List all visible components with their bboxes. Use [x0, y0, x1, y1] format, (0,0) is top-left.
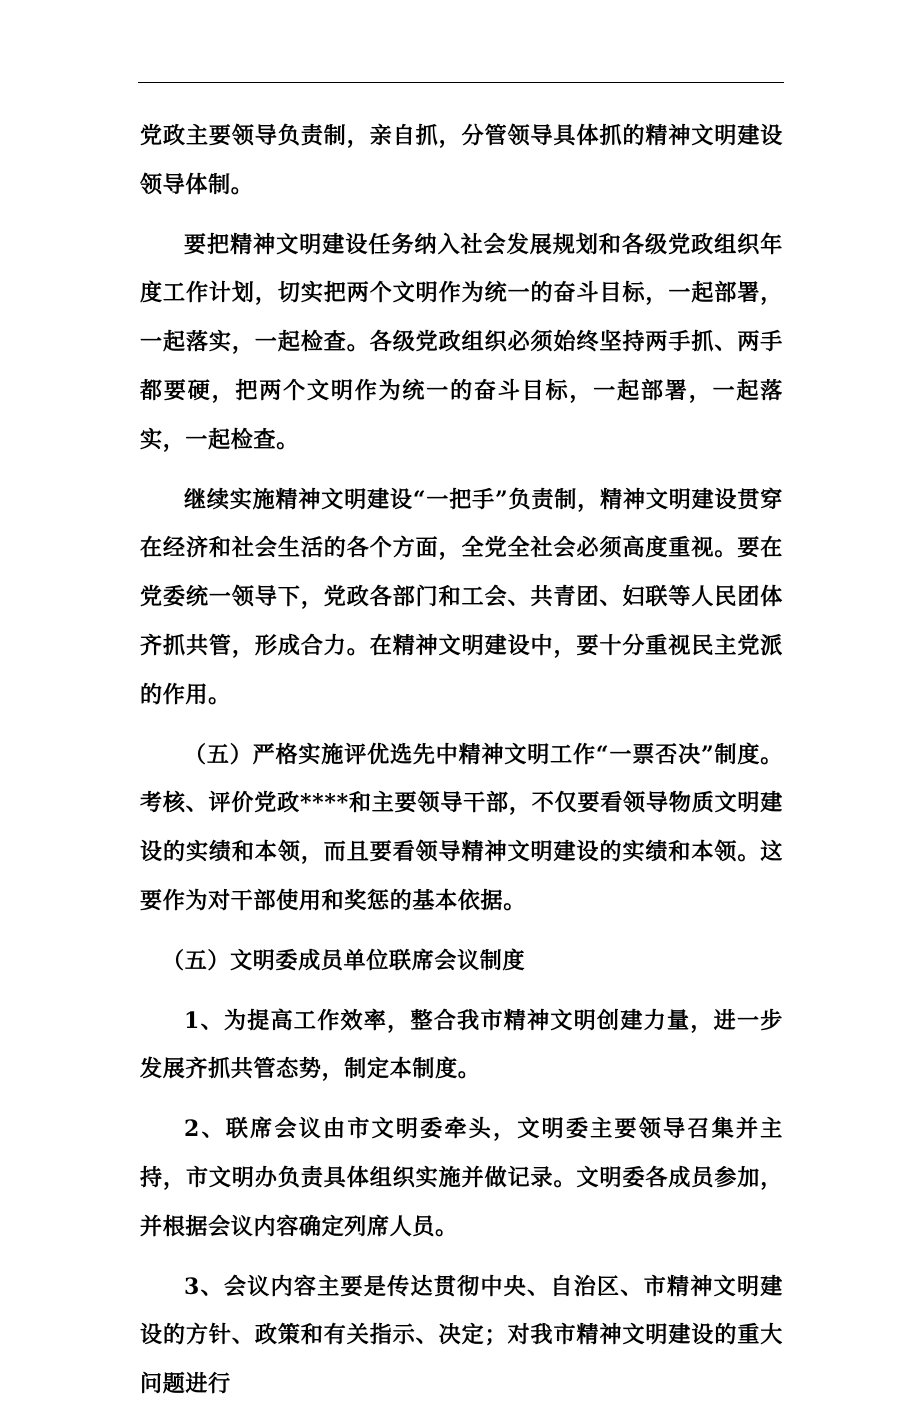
- paragraph-one-vote-veto: （五）严格实施评优选先中精神文明工作“一票否决”制度。考核、评价党政****和主要领导干部，不仅要看领导物质文明建设的实绩和本领，而且要看领导精神文明建设的实绩和本领。这要作为对干部使用和奖惩的基本依据。: [140, 741, 783, 914]
- section-heading: （五）文明委成员单位联席会议制度: [162, 947, 526, 974]
- list-item-3: 3、会议内容主要是传达贯彻中央、自治区、市精神文明建设的方针、政策和有关指示、决定；对我市精神文明建设的重大问题进行: [140, 1273, 783, 1398]
- paragraph-plan: 要把精神文明建设任务纳入社会发展规划和各级党政组织年度工作计划，切实把两个文明作为统一的奋斗目标，一起部署，一起落实，一起检查。各级党政组织必须始终坚持两手抓、两手都要硬，把两个文明作为统一的奋斗目标，一起部署，一起落实，一起检查。: [140, 231, 783, 453]
- header-rule: [138, 82, 784, 83]
- paragraph-continuation: 党政主要领导负责制，亲自抓，分管领导具体抓的精神文明建设领导体制。: [140, 123, 783, 198]
- paragraph-leader-responsibility: 继续实施精神文明建设“一把手”负责制，精神文明建设贯穿在经济和社会生活的各个方面，全党全社会必须高度重视。要在党委统一领导下，党政各部门和工会、共青团、妇联等人民团体齐抓共管，形成合力。在精神文明建设中，要十分重视民主党派的作用。: [140, 486, 783, 708]
- list-item-1: 1、为提高工作效率，整合我市精神文明创建力量，进一步发展齐抓共管态势，制定本制度。: [140, 1007, 783, 1083]
- document-body: [140, 112, 783, 1420]
- list-item-2: 2、联席会议由市文明委牵头，文明委主要领导召集并主持，市文明办负责具体组织实施并做记录。文明委各成员参加，并根据会议内容确定列席人员。: [140, 1116, 783, 1240]
